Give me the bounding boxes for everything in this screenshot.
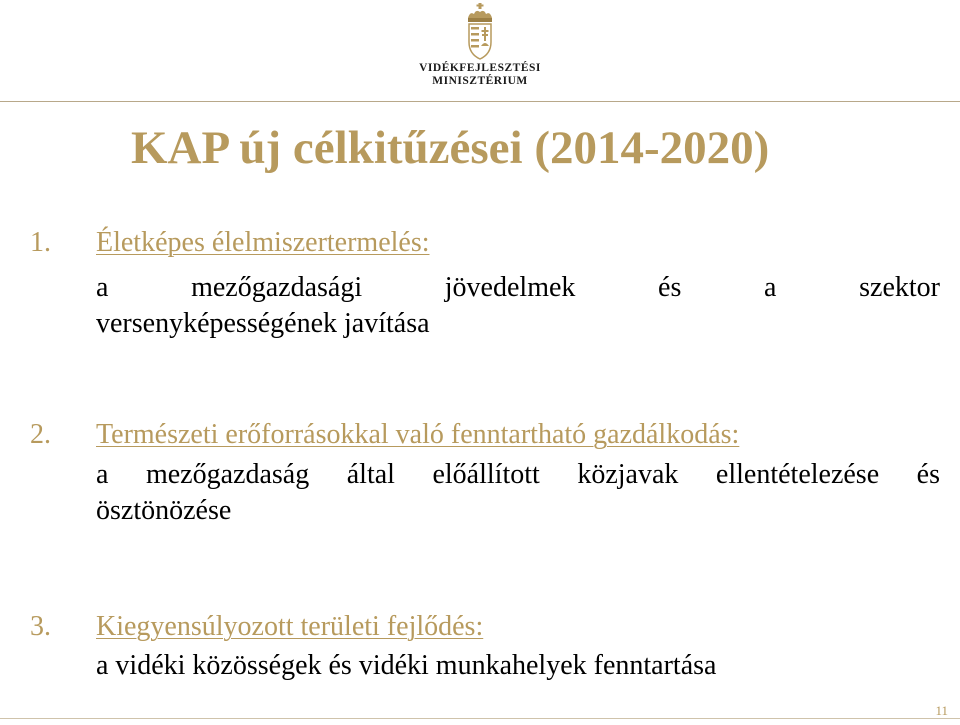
header-divider [0, 101, 960, 102]
logo-text-line2: MINISZTÉRIUM [432, 75, 528, 87]
objective-number: 1. [30, 227, 51, 258]
footer-divider [0, 718, 960, 719]
objective-heading: Életképes élelmiszertermelés: [96, 227, 430, 258]
objective-number: 2. [30, 419, 51, 450]
coat-of-arms-icon [460, 2, 500, 62]
slide-title: KAP új célkitűzései (2014-2020) [131, 122, 770, 174]
objective-item-2 [30, 418, 940, 529]
objective-description-line: a mezőgazdasági jövedelmek és a szektor [96, 272, 940, 303]
objective-heading: Természeti erőforrásokkal való fenntartható gazdálkodás: [96, 419, 740, 450]
objective-description-last-line: versenyképességének javítása [96, 308, 430, 339]
ministry-logo [415, 2, 545, 94]
objective-heading: Kiegyensúlyozott területi fejlődés: [96, 611, 484, 642]
objective-description-line: a mezőgazdaság által előállított közjavak ellentételezése és [96, 459, 940, 490]
objective-description-last-line: ösztönözése [96, 495, 232, 526]
objective-description-last-line: a vidéki közösségek és vidéki munkahelyek fenntartása [96, 650, 717, 681]
slide-number: 11 [935, 703, 948, 718]
logo-text-line1: VIDÉKFEJLESZTÉSI [419, 62, 541, 74]
objective-number: 3. [30, 611, 51, 642]
objective-item-1 [30, 226, 940, 342]
objective-item-3 [30, 610, 940, 684]
